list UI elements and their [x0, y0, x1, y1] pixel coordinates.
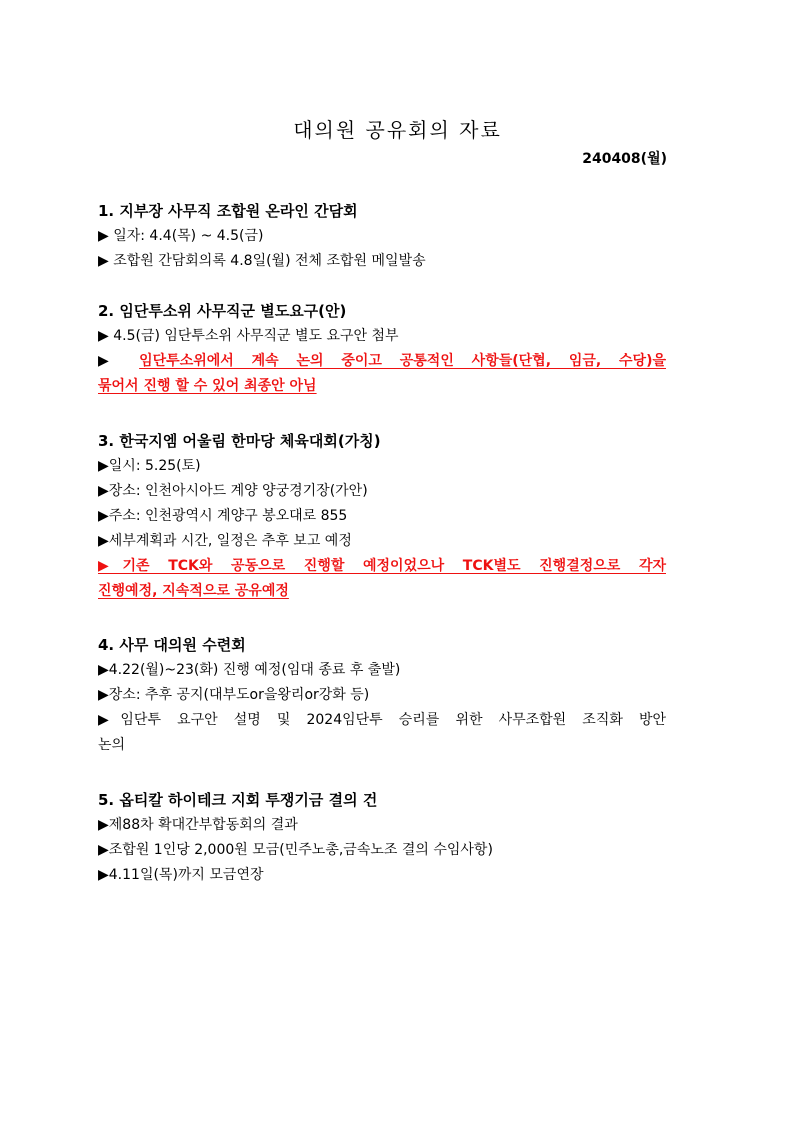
section-line: ▶4.11일(목)까지 모금연장	[98, 867, 264, 883]
section-line: ▶장소: 추후 공지(대부도or을왕리or강화 등)	[98, 687, 370, 703]
section-line: ▶주소: 인천광역시 계양구 봉오대로 855	[98, 508, 348, 524]
section-1	[98, 198, 666, 274]
highlight-note-text: 임단투소위에서 계속 논의 중이고 공통적인 사항들(단협, 임금, 수당)을	[139, 353, 666, 369]
section-line: ▶ 일자: 4.4(목) ~ 4.5(금)	[98, 228, 264, 244]
highlight-note-text: ▶기존 TCK와 공동으로 진행할 예정이었으나 TCK별도 진행결정으로 각자	[98, 558, 666, 574]
highlight-note-line	[98, 349, 666, 374]
section-heading: 2. 임단투소위 사무직군 별도요구(안)	[98, 302, 347, 320]
section-heading: 3. 한국지엠 어울림 한마당 체육대회(가칭)	[98, 432, 381, 450]
document-title: 대의원 공유회의 자료	[293, 118, 502, 142]
section-heading: 4. 사무 대의원 수련회	[98, 636, 246, 654]
highlight-note-line	[98, 554, 666, 579]
section-line: ▶조합원 1인당 2,000원 모금(민주노총,금속노조 결의 수임사항)	[98, 842, 493, 858]
section-line: ▶ 4.5(금) 임단투소위 사무직군 별도 요구안 첨부	[98, 328, 399, 344]
section-2	[98, 298, 666, 399]
section-line: ▶4.22(월)~23(화) 진행 예정(임대 종료 후 출발)	[98, 662, 401, 678]
section-line: ▶일시: 5.25(토)	[98, 458, 201, 474]
highlight-note-line	[98, 579, 666, 604]
section-line: ▶세부계획과 시간, 일정은 추후 보고 예정	[98, 533, 352, 549]
section-4	[98, 632, 666, 758]
highlight-note-text: 진행예정, 지속적으로 공유예정	[98, 583, 289, 599]
section-line: ▶임단투 요구안 설명 및 2024임단투 승리를 위한 사무조합원 조직화 방안	[98, 712, 666, 728]
section-heading: 5. 옵티칼 하이테크 지회 투쟁기금 결의 건	[98, 791, 378, 809]
note-bullet: ▶	[98, 353, 140, 369]
section-line: ▶제88차 확대간부합동회의 결과	[98, 817, 298, 833]
section-line: 논의	[98, 737, 126, 753]
section-line: ▶장소: 인천아시아드 계양 양궁경기장(가안)	[98, 483, 368, 499]
highlight-note-text: 묶어서 진행 할 수 있어 최종안 아님	[98, 378, 317, 394]
section-5	[98, 787, 666, 888]
section-3	[98, 428, 666, 604]
section-heading: 1. 지부장 사무직 조합원 온라인 간담회	[98, 202, 358, 220]
highlight-note-line	[98, 374, 666, 399]
section-line: ▶ 조합원 간담회의록 4.8일(월) 전체 조합원 메일발송	[98, 253, 426, 269]
document-date: 240408(월)	[582, 151, 667, 167]
